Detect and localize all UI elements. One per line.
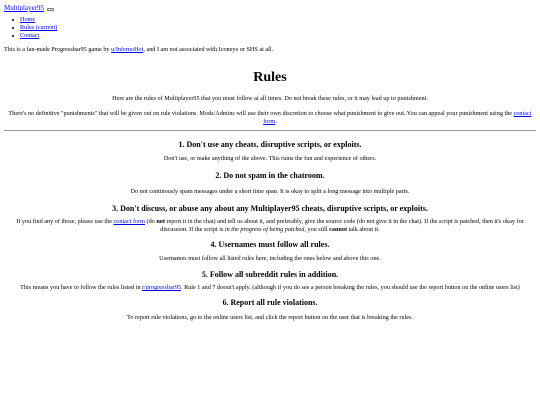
nav-link-contact[interactable]: Contact	[20, 32, 40, 39]
page-title: Rules	[253, 70, 287, 85]
navbar-brand-link[interactable]: Multiplayer95	[4, 4, 45, 12]
nav-item-home	[12, 16, 57, 24]
nav-link-home[interactable]: Home	[20, 16, 36, 23]
nav-item-contact	[12, 32, 57, 40]
rules-content	[0, 68, 540, 322]
rule-5-text: This means you have to follow the rules listed in r/progressbar95. Rule 1 and 7 doesn't apply. (although if you do see a person breaking the rules, you should use the report button on the online users list)	[20, 284, 520, 291]
rule-4-title: 4. Usernames must follow all rules.	[210, 240, 330, 250]
rule-4-text: Usernames must follow all listed rules here, including the ones below and above this one.	[159, 255, 381, 263]
rule-6-title: 6. Report all rule violations.	[222, 297, 318, 307]
contact-form-link[interactable]: contact form	[263, 109, 532, 125]
punishment-text: There's no definitive "punishments" that will be given out on rule violations. Mods/Admins will use their own discretion to choose what punishment to give out. You can appeal your punishment using the contact form.	[8, 109, 532, 125]
intro-text: Here are the rules of Multiplayer95 that you must follow at all times. Do not break these rules, or it may lead up to punishment.	[112, 95, 428, 102]
rule-5-title: 5. Follow all subreddit rules in addition.	[201, 270, 339, 279]
author-link[interactable]: u/InfernoHot	[111, 46, 144, 53]
subreddit-link[interactable]: r/progressbar95	[142, 284, 181, 291]
navbar-toggler-button[interactable]	[47, 8, 54, 11]
rule-3-text: If you find any of those, please use the contact form (do not report it in the chat) and tell us about it, and preferably, give the source code (do not give it in the chat). If the script is patched, then it's okay for discussion. If the script is in the progress of being patched, you still cannot talk about it.	[16, 217, 524, 233]
divider	[4, 130, 536, 131]
navbar	[4, 4, 54, 13]
rule-2-text: Do not continously spam messages under a short time span. It is okay to split a long message into multiple parts.	[130, 188, 410, 195]
rule-3-title: 3. Don't discuss, or abuse any about any Multiplayer95 cheats, disruptive scripts, or exploits.	[112, 203, 428, 213]
nav-link-rules[interactable]: Rules (current)	[20, 24, 58, 31]
nav-item-rules	[12, 24, 57, 32]
nav-list	[12, 16, 57, 40]
rule-3-contact-form-link[interactable]: contact form	[113, 217, 145, 225]
rule-1-title: 1. Don't use any cheats, disruptive scripts, or exploits.	[178, 140, 362, 150]
rule-2-title: 2. Do not spam in the chatroom.	[215, 171, 325, 180]
disclaimer-text: This is a fan-made Progressbar95 game by u/InfernoHot, and I am not associated with Iconeye or SHS at all.	[4, 46, 274, 53]
rule-6-text: To report rule violations, go to the online users list, and click the report button on the user that is breaking the rules.	[126, 313, 414, 321]
rule-1-text: Don't use, or make anything of the above. This ruins the fun and experience of others.	[163, 155, 377, 163]
